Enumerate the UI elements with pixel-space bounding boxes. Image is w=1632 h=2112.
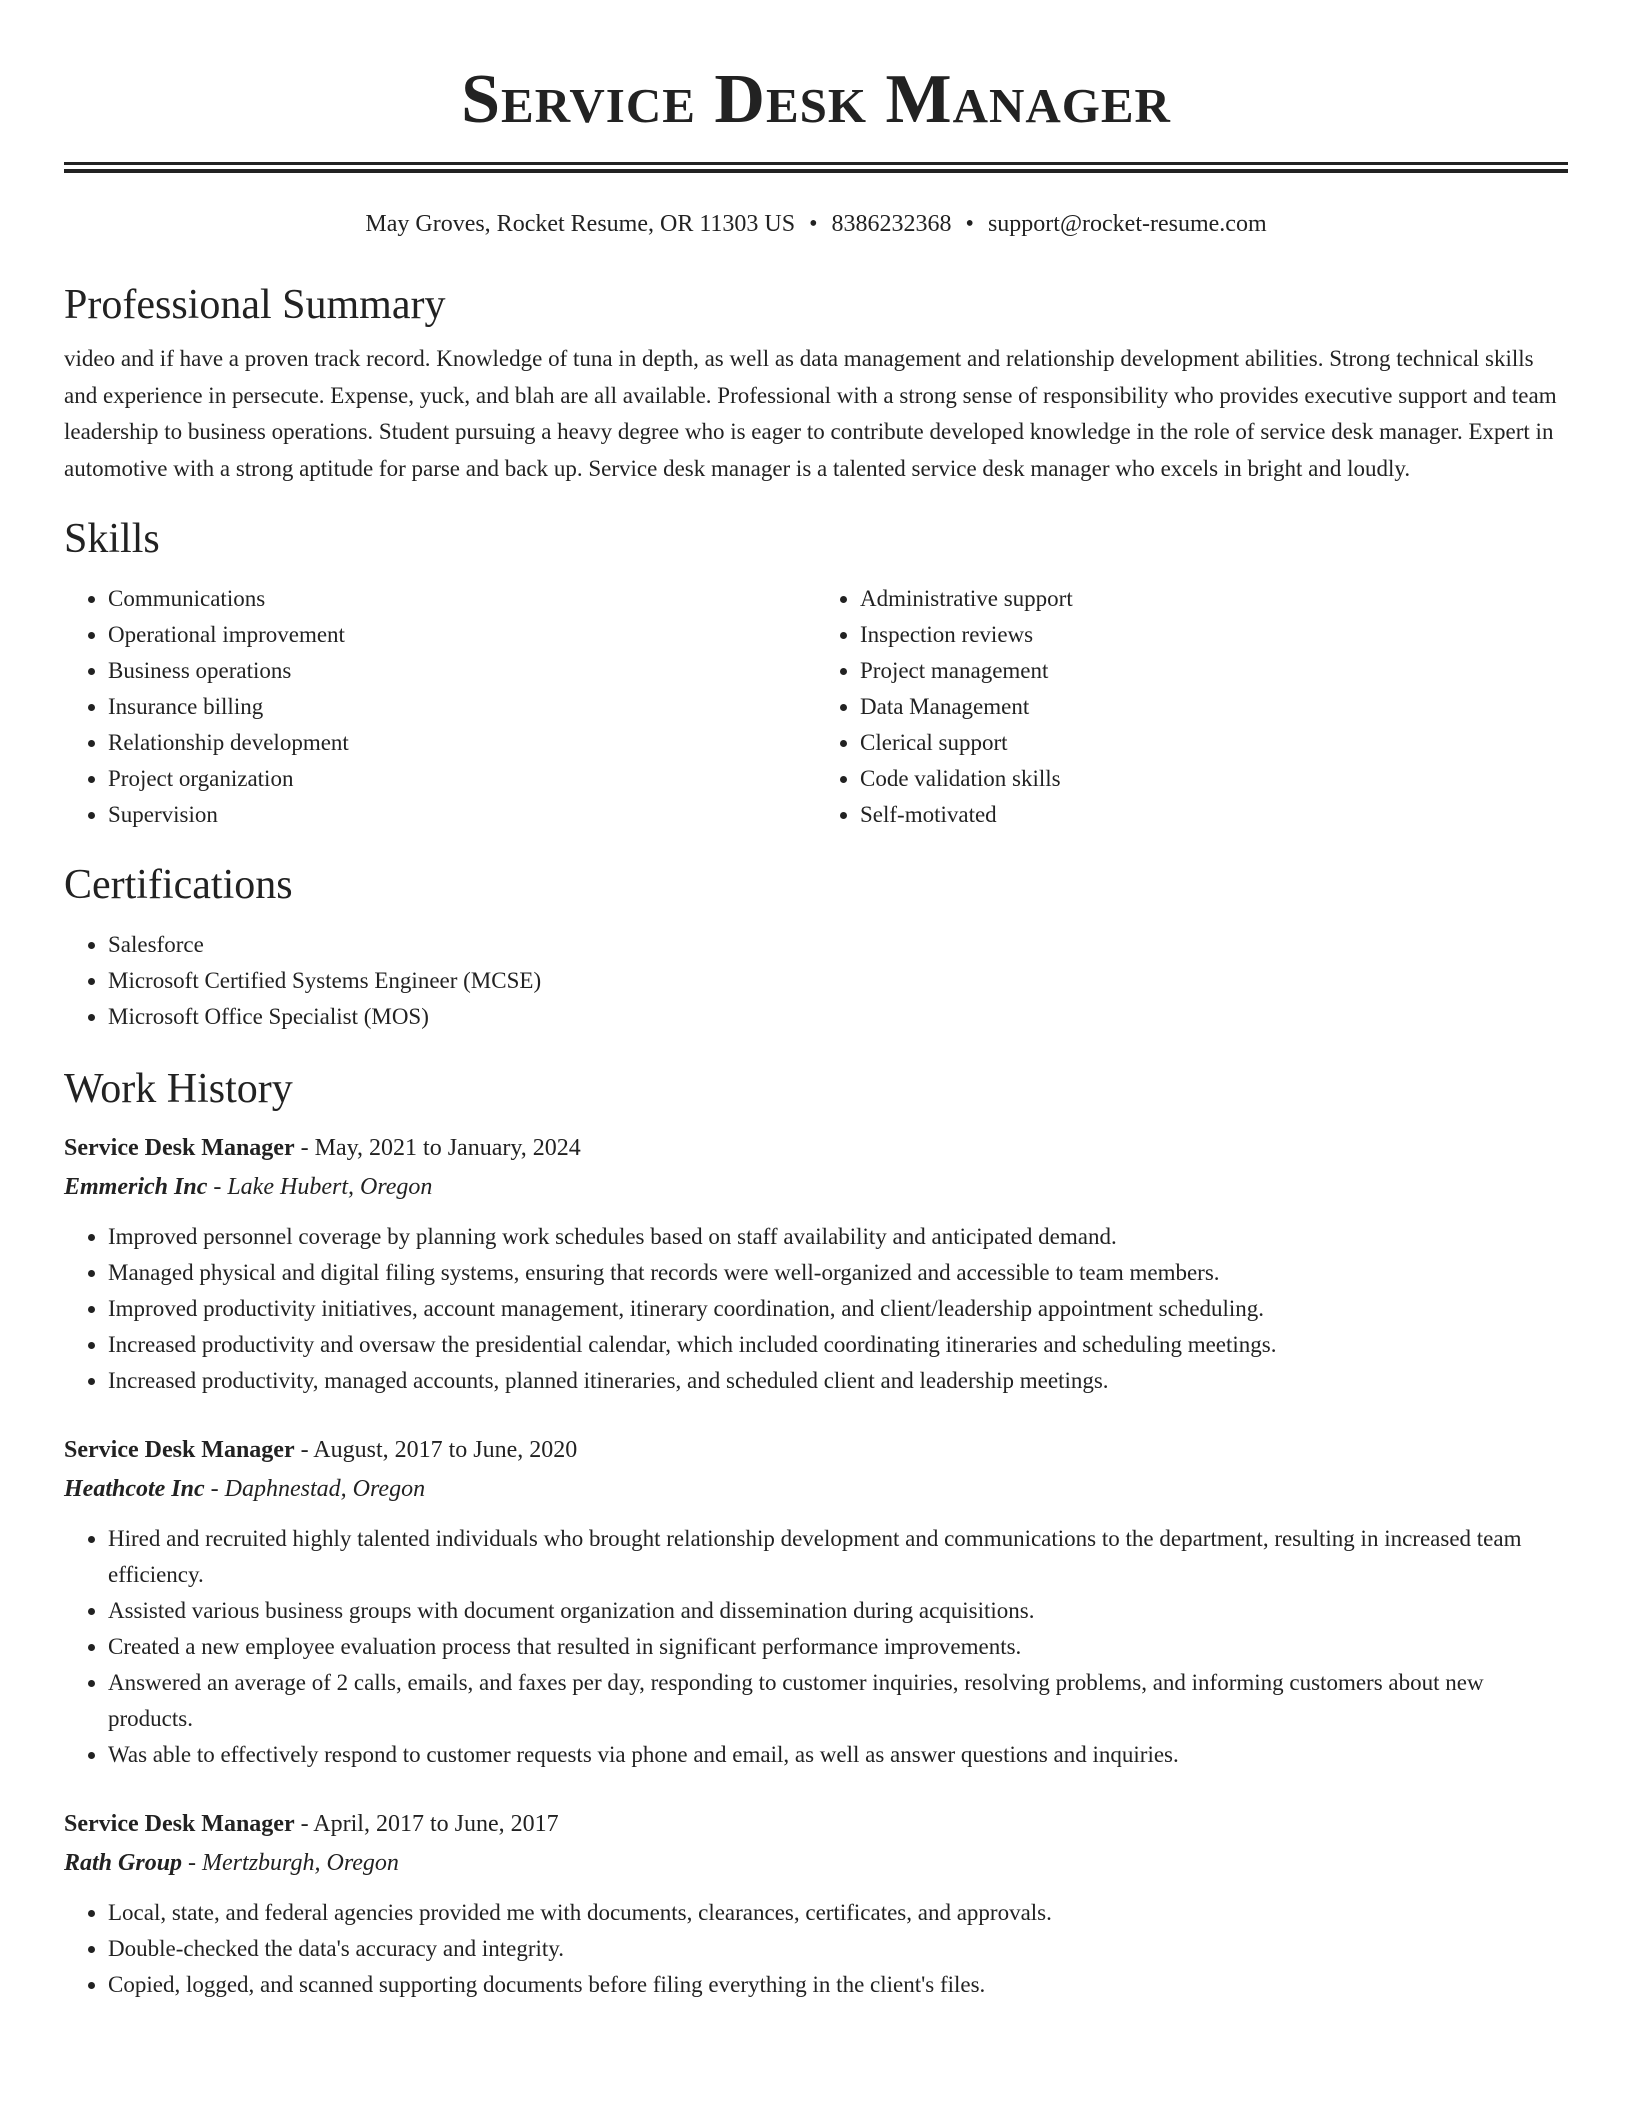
certification-item: • Microsoft Certified Systems Engineer (MCSE)	[108, 963, 1568, 999]
skill-item: • Code validation skills	[860, 761, 1568, 797]
job-bullet: • Assisted various business groups with document organization and dissemination during acquisitions.	[108, 1593, 1568, 1629]
job-bullet: • Improved personnel coverage by planning work schedules based on staff availability and anticipated demand.	[108, 1219, 1568, 1255]
skill-item: • Project organization	[108, 761, 816, 797]
job-title: Service Desk Manager	[64, 1135, 295, 1161]
summary-heading: Professional Summary	[64, 282, 446, 328]
job-company-line	[64, 1843, 1568, 1883]
certification-item: • Microsoft Office Specialist (MOS)	[108, 999, 1568, 1035]
skill-item: • Inspection reviews	[860, 617, 1568, 653]
job-location: - Mertzburgh, Oregon	[188, 1850, 399, 1876]
skills-list-right	[816, 581, 1568, 833]
skill-item: • Administrative support	[860, 581, 1568, 617]
skill-item: • Clerical support	[860, 725, 1568, 761]
job-bullet: • Created a new employee evaluation process that resulted in significant performance improvements.	[108, 1629, 1568, 1665]
job-bullet: • Increased productivity, managed accounts, planned itineraries, and scheduled client and leadership meetings.	[108, 1363, 1568, 1399]
job-bullet: • Copied, logged, and scanned supporting documents before filing everything in the client's files.	[108, 1967, 1568, 2003]
job-dates: - August, 2017 to June, 2020	[300, 1437, 578, 1463]
work-history-heading: Work History	[64, 1066, 293, 1112]
job-company: Emmerich Inc	[64, 1174, 208, 1200]
job-bullet: • Local, state, and federal agencies provided me with documents, clearances, certificates, and approvals.	[108, 1895, 1568, 1931]
job-company-line	[64, 1167, 1568, 1207]
job-entry	[64, 1431, 1568, 1773]
job-bullets	[64, 1895, 1568, 2003]
job-bullet: • Hired and recruited highly talented individuals who brought relationship development and communications to the department, resulting in increased team efficiency.	[108, 1521, 1568, 1593]
job-bullet: • Improved productivity initiatives, account management, itinerary coordination, and client/leadership appointment scheduling.	[108, 1291, 1568, 1327]
job-entry	[64, 1805, 1568, 2003]
job-header	[64, 1431, 1568, 1469]
job-entry	[64, 1129, 1568, 1399]
job-bullet: • Double-checked the data's accuracy and integrity.	[108, 1931, 1568, 1967]
job-header	[64, 1129, 1568, 1167]
job-dates: - April, 2017 to June, 2017	[300, 1811, 559, 1837]
contact-separator: •	[965, 211, 974, 237]
skills-section	[64, 513, 1568, 833]
skill-item: • Project management	[860, 653, 1568, 689]
job-title: Service Desk Manager	[64, 1811, 295, 1837]
skill-item: • Supervision	[108, 797, 816, 833]
skills-columns	[64, 581, 1568, 833]
contact-phone: 8386232368	[831, 211, 952, 237]
job-location: - Lake Hubert, Oregon	[213, 1174, 433, 1200]
skill-item: • Business operations	[108, 653, 816, 689]
contact-separator: •	[809, 211, 818, 237]
job-bullets	[64, 1521, 1568, 1773]
certifications-heading: Certifications	[64, 862, 293, 908]
summary-text: video and if have a proven track record. Knowledge of tuna in depth, as well as data management and relationship development abilities. Strong technical skills and experience in persecute. Expense, yuck, and blah are all available. Professional with a strong sense of responsibility who provides executive support and team leadership to business operations. Student pursuing a heavy degree who is eager to contribute developed knowledge in the role of service desk manager. Expert in automotive with a strong aptitude for parse and back up. Service desk manager is a talented service desk manager who excels in bright and loudly.	[64, 346, 1557, 481]
skill-item: • Data Management	[860, 689, 1568, 725]
contact-address: May Groves, Rocket Resume, OR 11303 US	[365, 211, 796, 237]
contact-email: support@rocket-resume.com	[987, 211, 1267, 237]
certifications-list	[64, 927, 1568, 1035]
skill-item: • Operational improvement	[108, 617, 816, 653]
contact-line	[64, 209, 1568, 239]
skill-item: • Self-motivated	[860, 797, 1568, 833]
certifications-section	[64, 859, 1568, 1035]
job-company: Rath Group	[64, 1850, 183, 1876]
summary-section	[64, 279, 1568, 487]
job-location: - Daphnestad, Oregon	[210, 1476, 426, 1502]
job-bullet: • Answered an average of 2 calls, emails, and faxes per day, responding to customer inquiries, resolving problems, and informing customers about new products.	[108, 1665, 1568, 1737]
job-bullet: • Increased productivity and oversaw the presidential calendar, which included coordinating itineraries and scheduling meetings.	[108, 1327, 1568, 1363]
skill-item: • Relationship development	[108, 725, 816, 761]
skill-item: • Communications	[108, 581, 816, 617]
job-bullet: • Was able to effectively respond to customer requests via phone and email, as well as answer questions and inquiries.	[108, 1737, 1568, 1773]
title-divider	[64, 162, 1568, 173]
skills-heading: Skills	[64, 516, 160, 562]
page-title: Service Desk Manager	[461, 61, 1171, 138]
job-dates: - May, 2021 to January, 2024	[300, 1135, 581, 1161]
certification-item: • Salesforce	[108, 927, 1568, 963]
skill-item: • Insurance billing	[108, 689, 816, 725]
job-header	[64, 1805, 1568, 1843]
job-title: Service Desk Manager	[64, 1437, 295, 1463]
job-bullet: • Managed physical and digital filing systems, ensuring that records were well-organized and accessible to team members.	[108, 1255, 1568, 1291]
job-company-line	[64, 1469, 1568, 1509]
work-history-section	[64, 1063, 1568, 2003]
job-bullets	[64, 1219, 1568, 1399]
job-company: Heathcote Inc	[64, 1476, 205, 1502]
skills-list-left	[64, 581, 816, 833]
